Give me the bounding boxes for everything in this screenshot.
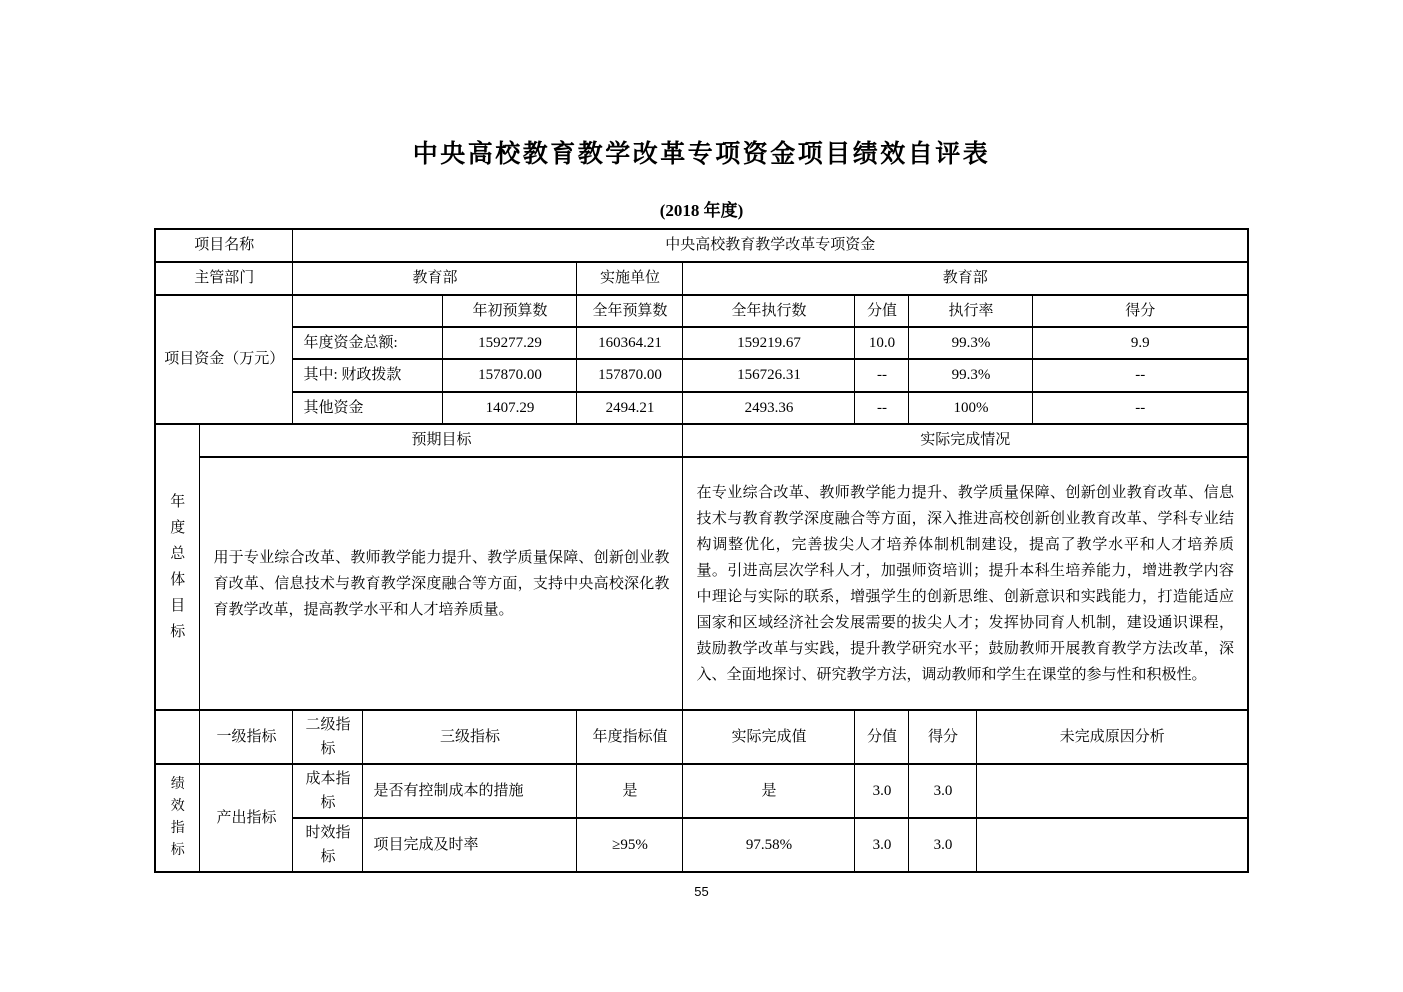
funding-col-rate: 执行率 xyxy=(909,295,1033,327)
indicator-weight-value: 3.0 xyxy=(855,764,909,818)
indicator-row-cost xyxy=(155,764,1248,818)
funding-row-label: 年度资金总额: xyxy=(293,327,443,359)
funding-score: -- xyxy=(1033,359,1248,392)
indicator-col-actual: 实际完成值 xyxy=(683,710,855,764)
funding-rate: 99.3% xyxy=(909,359,1033,392)
indicators-section-label xyxy=(155,764,200,872)
document-title: 中央高校教育教学改革专项资金项目绩效自评表 xyxy=(412,141,991,168)
indicator-col-level1: 一级指标 xyxy=(200,710,293,764)
unit-label: 实施单位 xyxy=(577,262,683,295)
funding-initial-budget: 157870.00 xyxy=(443,359,577,392)
row-goal-header xyxy=(155,424,1248,457)
funding-col-initial-budget: 年初预算数 xyxy=(443,295,577,327)
funding-row-fiscal xyxy=(155,359,1248,392)
funding-annual-budget: 2494.21 xyxy=(577,392,683,424)
level2-indicator-value: 成本指标 xyxy=(293,764,363,818)
level1-indicator-value: 产出指标 xyxy=(200,764,293,872)
funding-col-weight: 分值 xyxy=(855,295,909,327)
funding-executed: 156726.31 xyxy=(683,359,855,392)
row-funding-header xyxy=(155,295,1248,327)
page-number: 55 xyxy=(694,884,709,899)
actual-completion-text: 在专业综合改革、教师教学能力提升、教学质量保障、创新创业教育改革、信息技术与教育教学深度融合等方面，深入推进高校创新创业教育改革、学科专业结构调整优化，完善拔尖人才培养体制机制建设，提高了教学水平和人才培养质量。引进高层次学科人才，加强师资培训；提升本科生培养能力，增进教学内容中理论与实际的联系，增强学生的创新思维、创新意识和实践能力，打造能适应国家和区域经济社会发展需要的拔尖人才；发挥协同育人机制，建设通识课程，鼓励教学改革与实践，提升教学研究水平；鼓励教师开展教育教学方法改革，深入、全面地探讨、研究教学方法，调动教师和学生在课堂的参与性和积极性。 xyxy=(683,457,1248,710)
row-indicator-header xyxy=(155,710,1248,764)
row-goal-content xyxy=(155,457,1248,710)
document-subtitle: (2018 年度) xyxy=(659,201,744,220)
dept-value: 教育部 xyxy=(293,262,577,295)
funding-row-label: 其中: 财政拨款 xyxy=(293,359,443,392)
indicator-weight-value: 3.0 xyxy=(855,818,909,872)
indicator-reason-value xyxy=(977,764,1248,818)
indicator-col-score: 得分 xyxy=(909,710,977,764)
indicator-row-timeliness xyxy=(155,818,1248,872)
indicator-score-value: 3.0 xyxy=(909,764,977,818)
indicator-actual-value: 97.58% xyxy=(683,818,855,872)
funding-score: 9.9 xyxy=(1033,327,1248,359)
funding-annual-budget: 160364.21 xyxy=(577,327,683,359)
indicator-col-target: 年度指标值 xyxy=(577,710,683,764)
indicator-target-value: ≥95% xyxy=(577,818,683,872)
indicator-col-level2: 二级指标 xyxy=(293,710,363,764)
indicator-col-level3: 三级指标 xyxy=(363,710,577,764)
indicator-target-value: 是 xyxy=(577,764,683,818)
indicator-col-weight: 分值 xyxy=(855,710,909,764)
level3-indicator-value: 是否有控制成本的措施 xyxy=(363,764,577,818)
funding-col-annual-budget: 全年预算数 xyxy=(577,295,683,327)
level2-indicator-value: 时效指标 xyxy=(293,818,363,872)
expected-goal-header: 预期目标 xyxy=(200,424,683,457)
funding-col-executed: 全年执行数 xyxy=(683,295,855,327)
indicator-col-reason: 未完成原因分析 xyxy=(977,710,1248,764)
indicator-actual-value: 是 xyxy=(683,764,855,818)
row-project-name xyxy=(155,229,1248,262)
funding-executed: 2493.36 xyxy=(683,392,855,424)
funding-row-total xyxy=(155,327,1248,359)
indicator-header-empty-cell xyxy=(155,710,200,764)
actual-completion-header: 实际完成情况 xyxy=(683,424,1248,457)
dept-label: 主管部门 xyxy=(155,262,293,295)
funding-row-other xyxy=(155,392,1248,424)
funding-weight: -- xyxy=(855,359,909,392)
funding-weight: 10.0 xyxy=(855,327,909,359)
funding-executed: 159219.67 xyxy=(683,327,855,359)
row-departments xyxy=(155,262,1248,295)
level3-indicator-value: 项目完成及时率 xyxy=(363,818,577,872)
self-evaluation-table xyxy=(154,228,1249,873)
funding-rate: 100% xyxy=(909,392,1033,424)
funding-initial-budget: 159277.29 xyxy=(443,327,577,359)
indicator-score-value: 3.0 xyxy=(909,818,977,872)
indicators-vertical-text: 绩效指标 xyxy=(170,777,185,858)
funding-section-label: 项目资金（万元） xyxy=(155,295,293,424)
project-name-label: 项目名称 xyxy=(155,229,293,262)
annual-goal-section-label xyxy=(155,424,200,710)
annual-goal-vertical-text: 年度总体目标 xyxy=(170,494,186,640)
project-name-value: 中央高校教育教学改革专项资金 xyxy=(293,229,1248,262)
funding-col-score: 得分 xyxy=(1033,295,1248,327)
funding-rate: 99.3% xyxy=(909,327,1033,359)
unit-value: 教育部 xyxy=(683,262,1248,295)
funding-weight: -- xyxy=(855,392,909,424)
funding-score: -- xyxy=(1033,392,1248,424)
funding-initial-budget: 1407.29 xyxy=(443,392,577,424)
indicator-reason-value xyxy=(977,818,1248,872)
funding-header-empty-cell xyxy=(293,295,443,327)
expected-goal-text: 用于专业综合改革、教师教学能力提升、教学质量保障、创新创业教育改革、信息技术与教育教学深度融合等方面，支持中央高校深化教育教学改革，提高教学水平和人才培养质量。 xyxy=(200,457,683,710)
funding-annual-budget: 157870.00 xyxy=(577,359,683,392)
funding-row-label: 其他资金 xyxy=(293,392,443,424)
